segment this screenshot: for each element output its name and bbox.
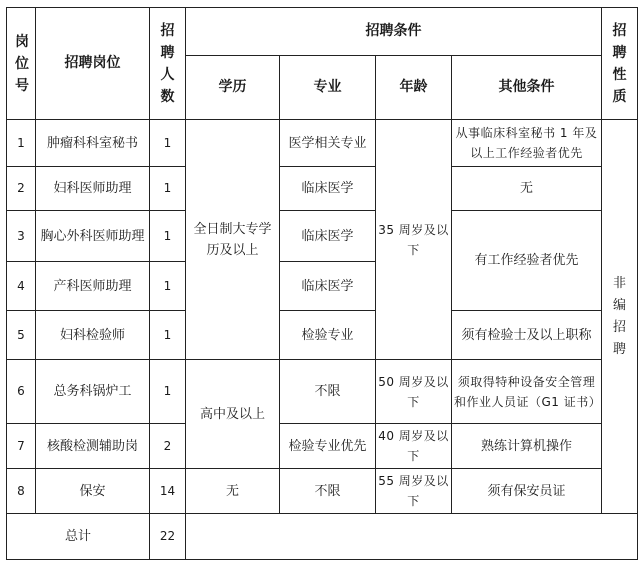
table-row: [7, 424, 638, 469]
cell-age: 50 周岁及以下: [376, 360, 452, 424]
table-row: [7, 167, 638, 211]
header-post-name: 招聘岗位: [36, 8, 150, 120]
cell-no: 1: [7, 120, 36, 167]
cell-count: 2: [150, 424, 186, 469]
cell-other: 从事临床科室秘书 1 年及以上工作经验者优先: [452, 120, 602, 167]
header-age: 年龄: [376, 56, 452, 120]
cell-post: 核酸检测辅助岗: [36, 424, 150, 469]
header-post-number: 岗位号: [7, 8, 36, 120]
header-headcount: 招聘人数: [150, 8, 186, 120]
cell-education: 无: [186, 469, 280, 514]
cell-other: 熟练计算机操作: [452, 424, 602, 469]
cell-no: 8: [7, 469, 36, 514]
total-label: 总计: [7, 514, 150, 560]
cell-other: 须有检验士及以上职称: [452, 311, 602, 360]
cell-count: 1: [150, 167, 186, 211]
total-row: [7, 514, 638, 560]
header-nature: 招聘性质: [602, 8, 638, 120]
cell-major: 不限: [280, 469, 376, 514]
cell-major: 临床医学: [280, 167, 376, 211]
cell-no: 3: [7, 211, 36, 262]
cell-major: 不限: [280, 360, 376, 424]
cell-age: 40 周岁及以下: [376, 424, 452, 469]
cell-post: 妇科检验师: [36, 311, 150, 360]
header-other: 其他条件: [452, 56, 602, 120]
cell-no: 5: [7, 311, 36, 360]
table-row: [7, 469, 638, 514]
table-row: [7, 311, 638, 360]
cell-no: 7: [7, 424, 36, 469]
cell-count: 1: [150, 120, 186, 167]
total-count: 22: [150, 514, 186, 560]
cell-post: 妇科医师助理: [36, 167, 150, 211]
cell-no: 6: [7, 360, 36, 424]
total-empty-cell: [186, 514, 638, 560]
cell-other: 无: [452, 167, 602, 211]
cell-major: 检验专业优先: [280, 424, 376, 469]
header-major: 专业: [280, 56, 376, 120]
cell-other-merged: 有工作经验者优先: [452, 211, 602, 311]
cell-education-merged: 全日制大专学历及以上: [186, 120, 280, 360]
cell-count: 1: [150, 311, 186, 360]
cell-education-merged: 高中及以上: [186, 360, 280, 469]
cell-post: 保安: [36, 469, 150, 514]
cell-major: 临床医学: [280, 211, 376, 262]
cell-count: 1: [150, 211, 186, 262]
cell-post: 产科医师助理: [36, 262, 150, 311]
cell-no: 4: [7, 262, 36, 311]
table-row: [7, 211, 638, 262]
cell-other: 须取得特种设备安全管理和作业人员证（G1 证书）: [452, 360, 602, 424]
cell-major: 医学相关专业: [280, 120, 376, 167]
cell-age: 55 周岁及以下: [376, 469, 452, 514]
cell-count: 1: [150, 262, 186, 311]
cell-nature-merged: 非编招聘: [602, 120, 638, 514]
table-row: [7, 120, 638, 167]
cell-post: 肿瘤科科室秘书: [36, 120, 150, 167]
header-row-1: [7, 8, 638, 56]
cell-count: 14: [150, 469, 186, 514]
header-education: 学历: [186, 56, 280, 120]
table-row: [7, 360, 638, 424]
cell-major: 临床医学: [280, 262, 376, 311]
cell-count: 1: [150, 360, 186, 424]
cell-post: 总务科锅炉工: [36, 360, 150, 424]
cell-no: 2: [7, 167, 36, 211]
cell-age-merged: 35 周岁及以下: [376, 120, 452, 360]
recruitment-table: [6, 7, 638, 560]
cell-major: 检验专业: [280, 311, 376, 360]
cell-post: 胸心外科医师助理: [36, 211, 150, 262]
cell-other: 须有保安员证: [452, 469, 602, 514]
header-conditions: 招聘条件: [186, 8, 602, 56]
